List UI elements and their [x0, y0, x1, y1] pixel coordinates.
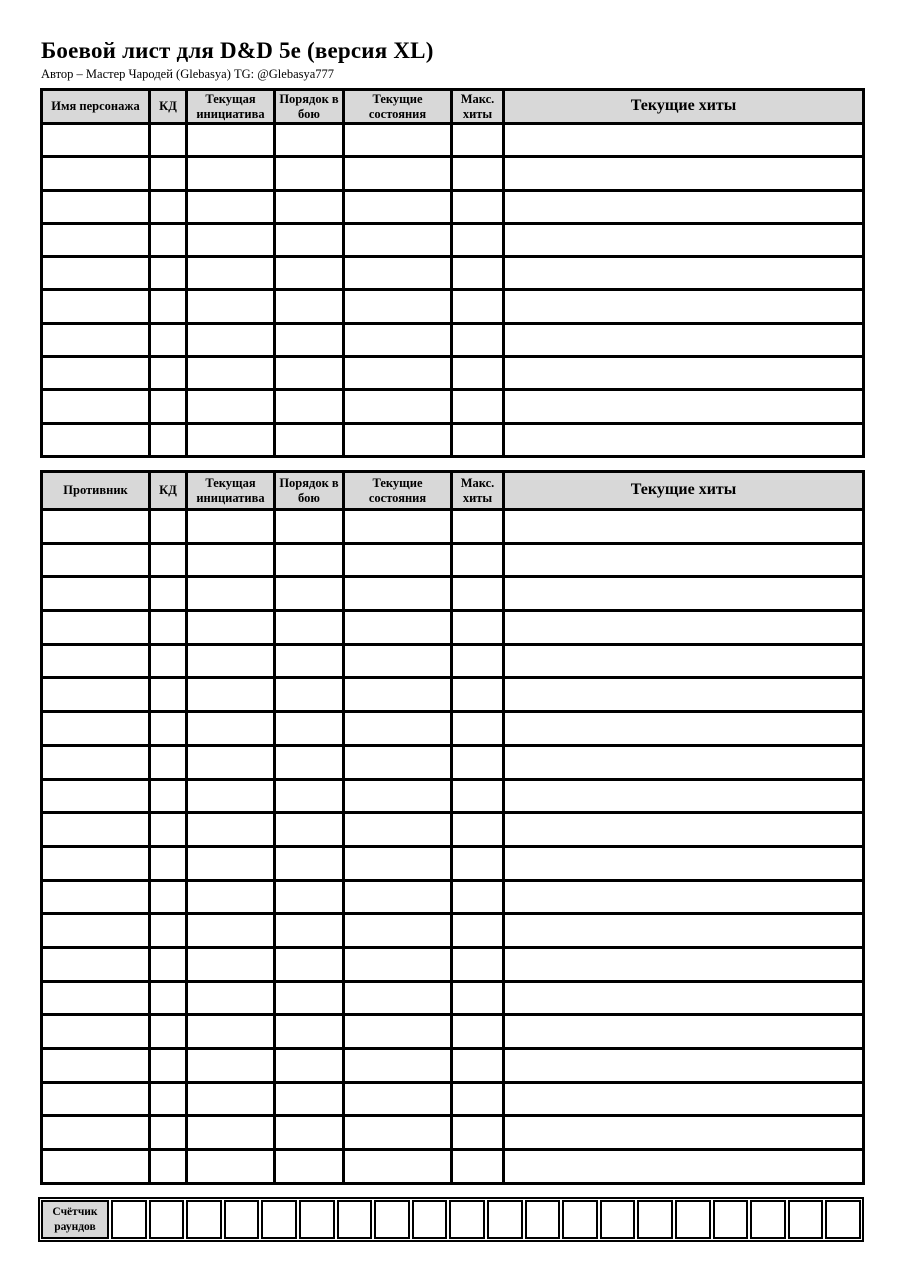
enemy-cell[interactable]: [150, 1049, 187, 1083]
party-cell[interactable]: [504, 290, 864, 323]
enemy-cell[interactable]: [275, 981, 344, 1015]
enemy-cell[interactable]: [504, 712, 864, 746]
party-cell[interactable]: [504, 223, 864, 256]
enemy-cell[interactable]: [452, 1116, 504, 1150]
enemy-cell[interactable]: [42, 947, 150, 981]
enemy-cell[interactable]: [344, 611, 452, 645]
enemy-cell[interactable]: [150, 510, 187, 544]
round-counter-cell[interactable]: [525, 1200, 561, 1239]
party-cell[interactable]: [504, 157, 864, 190]
party-row: [42, 157, 864, 190]
enemy-row: [42, 846, 864, 880]
party-row: [42, 423, 864, 456]
enemy-cell[interactable]: [344, 712, 452, 746]
party-cell[interactable]: [452, 190, 504, 223]
party-cell[interactable]: [344, 190, 452, 223]
enemy-row: [42, 779, 864, 813]
party-cell[interactable]: [275, 390, 344, 423]
party-cell[interactable]: [187, 357, 275, 390]
party-cell[interactable]: [452, 223, 504, 256]
enemy-cell[interactable]: [150, 745, 187, 779]
enemy-cell[interactable]: [187, 678, 275, 712]
enemy-cell[interactable]: [504, 611, 864, 645]
enemy-header-conditions: Текущие состояния: [344, 472, 452, 510]
enemy-cell[interactable]: [150, 846, 187, 880]
round-counter-cell[interactable]: [412, 1200, 448, 1239]
party-table-body: [42, 124, 864, 457]
party-cell[interactable]: [452, 390, 504, 423]
round-counter-label: Счётчик раундов: [41, 1200, 109, 1239]
party-cell[interactable]: [42, 190, 150, 223]
enemy-cell[interactable]: [150, 644, 187, 678]
enemy-header-current-hp: Текущие хиты: [504, 472, 864, 510]
enemy-cell[interactable]: [275, 947, 344, 981]
round-counter-cell[interactable]: [337, 1200, 373, 1239]
party-cell[interactable]: [42, 124, 150, 157]
party-cell[interactable]: [452, 290, 504, 323]
enemy-cell[interactable]: [275, 745, 344, 779]
enemy-cell[interactable]: [275, 1150, 344, 1184]
party-cell[interactable]: [275, 423, 344, 456]
party-cell[interactable]: [150, 290, 187, 323]
enemy-cell[interactable]: [504, 1049, 864, 1083]
enemy-row: [42, 543, 864, 577]
party-cell[interactable]: [452, 124, 504, 157]
party-row: [42, 257, 864, 290]
party-cell[interactable]: [187, 157, 275, 190]
enemy-cell[interactable]: [42, 846, 150, 880]
enemy-cell[interactable]: [275, 880, 344, 914]
enemy-row: [42, 914, 864, 948]
party-header-name: Имя персонажа: [42, 90, 150, 124]
party-cell[interactable]: [187, 257, 275, 290]
enemy-cell[interactable]: [344, 510, 452, 544]
round-counter-cell[interactable]: [788, 1200, 824, 1239]
enemy-cell[interactable]: [275, 779, 344, 813]
party-cell[interactable]: [504, 357, 864, 390]
round-counter-cell[interactable]: [224, 1200, 260, 1239]
enemy-cell[interactable]: [275, 1049, 344, 1083]
enemy-row: [42, 1150, 864, 1184]
enemy-cell[interactable]: [187, 644, 275, 678]
enemy-cell[interactable]: [187, 712, 275, 746]
enemy-row: [42, 880, 864, 914]
enemy-row: [42, 947, 864, 981]
party-cell[interactable]: [344, 390, 452, 423]
party-cell[interactable]: [344, 157, 452, 190]
party-cell[interactable]: [42, 157, 150, 190]
party-cell[interactable]: [275, 323, 344, 356]
party-cell[interactable]: [344, 323, 452, 356]
enemy-row: [42, 712, 864, 746]
enemy-cell[interactable]: [150, 1116, 187, 1150]
party-cell[interactable]: [150, 390, 187, 423]
party-cell[interactable]: [504, 423, 864, 456]
party-cell[interactable]: [504, 257, 864, 290]
party-cell[interactable]: [150, 423, 187, 456]
party-cell[interactable]: [344, 357, 452, 390]
party-cell[interactable]: [452, 157, 504, 190]
enemy-cell[interactable]: [150, 712, 187, 746]
enemy-cell[interactable]: [275, 1082, 344, 1116]
party-row: [42, 357, 864, 390]
party-header-max-hp: Макс. хиты: [452, 90, 504, 124]
round-counter-cell[interactable]: [186, 1200, 222, 1239]
enemy-header-max-hp: Макс. хиты: [452, 472, 504, 510]
enemy-table-body: [42, 510, 864, 1184]
round-counter-cell[interactable]: [750, 1200, 786, 1239]
enemy-cell[interactable]: [504, 1116, 864, 1150]
party-cell[interactable]: [275, 290, 344, 323]
enemy-cell[interactable]: [42, 1015, 150, 1049]
page-title: Боевой лист для D&D 5e (версия XL): [41, 38, 434, 63]
enemy-cell[interactable]: [452, 1082, 504, 1116]
enemy-header-order: Порядок в бою: [275, 472, 344, 510]
enemy-cell[interactable]: [344, 1150, 452, 1184]
enemy-cell[interactable]: [275, 1015, 344, 1049]
enemy-cell[interactable]: [344, 1116, 452, 1150]
enemy-cell[interactable]: [344, 745, 452, 779]
enemy-cell[interactable]: [187, 745, 275, 779]
enemy-cell[interactable]: [187, 1150, 275, 1184]
enemy-cell[interactable]: [344, 644, 452, 678]
enemy-row: [42, 510, 864, 544]
enemy-cell[interactable]: [504, 914, 864, 948]
round-counter-cell[interactable]: [487, 1200, 523, 1239]
enemy-cell[interactable]: [275, 644, 344, 678]
enemy-cell[interactable]: [150, 947, 187, 981]
enemy-cell[interactable]: [452, 543, 504, 577]
party-cell[interactable]: [504, 124, 864, 157]
enemy-cell[interactable]: [150, 914, 187, 948]
party-cell[interactable]: [275, 257, 344, 290]
round-counter-cell[interactable]: [562, 1200, 598, 1239]
party-cell[interactable]: [150, 257, 187, 290]
enemy-cell[interactable]: [187, 1082, 275, 1116]
enemy-row: [42, 813, 864, 847]
enemy-cell[interactable]: [452, 577, 504, 611]
round-counter-cell[interactable]: [600, 1200, 636, 1239]
party-row: [42, 323, 864, 356]
enemy-cell[interactable]: [150, 1082, 187, 1116]
enemy-cell[interactable]: [187, 510, 275, 544]
enemy-header-name: Противник: [42, 472, 150, 510]
party-header-initiative: Текущая инициатива: [187, 90, 275, 124]
enemy-cell[interactable]: [42, 1116, 150, 1150]
enemy-cell[interactable]: [42, 1082, 150, 1116]
party-cell[interactable]: [275, 190, 344, 223]
party-table-header-row: [42, 90, 864, 124]
party-cell[interactable]: [150, 190, 187, 223]
enemy-row: [42, 1049, 864, 1083]
party-cell[interactable]: [275, 223, 344, 256]
party-cell[interactable]: [187, 290, 275, 323]
party-cell[interactable]: [344, 223, 452, 256]
enemy-cell[interactable]: [452, 712, 504, 746]
party-cell[interactable]: [504, 190, 864, 223]
party-header-conditions: Текущие состояния: [344, 90, 452, 124]
enemy-cell[interactable]: [275, 914, 344, 948]
enemy-row: [42, 678, 864, 712]
enemy-cell[interactable]: [187, 1015, 275, 1049]
round-counter-cell[interactable]: [261, 1200, 297, 1239]
enemy-row: [42, 745, 864, 779]
enemy-cell[interactable]: [452, 981, 504, 1015]
round-counter-cell[interactable]: [149, 1200, 185, 1239]
enemy-row: [42, 644, 864, 678]
party-cell[interactable]: [42, 357, 150, 390]
round-counter-cell[interactable]: [449, 1200, 485, 1239]
party-cell[interactable]: [452, 257, 504, 290]
enemy-cell[interactable]: [42, 745, 150, 779]
party-cell[interactable]: [150, 124, 187, 157]
enemy-cell[interactable]: [42, 510, 150, 544]
enemy-cell[interactable]: [504, 813, 864, 847]
party-cell[interactable]: [187, 190, 275, 223]
party-cell[interactable]: [452, 357, 504, 390]
enemy-cell[interactable]: [504, 745, 864, 779]
enemy-cell[interactable]: [504, 981, 864, 1015]
enemy-cell[interactable]: [452, 1015, 504, 1049]
enemy-cell[interactable]: [275, 1116, 344, 1150]
enemy-cell[interactable]: [275, 813, 344, 847]
enemy-cell[interactable]: [452, 1049, 504, 1083]
enemy-cell[interactable]: [504, 880, 864, 914]
enemy-row: [42, 577, 864, 611]
enemy-cell[interactable]: [452, 914, 504, 948]
enemy-cell[interactable]: [344, 1049, 452, 1083]
party-cell[interactable]: [275, 124, 344, 157]
enemy-cell[interactable]: [42, 880, 150, 914]
party-row: [42, 223, 864, 256]
enemy-cell[interactable]: [344, 577, 452, 611]
party-cell[interactable]: [150, 157, 187, 190]
enemy-cell[interactable]: [42, 1150, 150, 1184]
enemy-row: [42, 1082, 864, 1116]
round-counter-cell[interactable]: [299, 1200, 335, 1239]
enemy-table: [40, 470, 865, 1185]
round-counter-cell[interactable]: [374, 1200, 410, 1239]
enemy-cell[interactable]: [42, 577, 150, 611]
party-cell[interactable]: [187, 323, 275, 356]
author-credit-line: Автор – Мастер Чародей (Glebasya) TG: @Glebasya777: [41, 67, 335, 81]
enemy-cell[interactable]: [452, 1150, 504, 1184]
enemy-cell[interactable]: [504, 1015, 864, 1049]
enemy-cell[interactable]: [504, 543, 864, 577]
enemy-cell[interactable]: [452, 678, 504, 712]
enemy-cell[interactable]: [275, 678, 344, 712]
enemy-header-ac: КД: [150, 472, 187, 510]
enemy-cell[interactable]: [452, 846, 504, 880]
party-cell[interactable]: [187, 423, 275, 456]
party-row: [42, 390, 864, 423]
enemy-cell[interactable]: [42, 813, 150, 847]
enemy-cell[interactable]: [42, 543, 150, 577]
party-cell[interactable]: [275, 357, 344, 390]
party-header-order: Порядок в бою: [275, 90, 344, 124]
enemy-cell[interactable]: [42, 644, 150, 678]
enemy-cell[interactable]: [275, 611, 344, 645]
enemy-cell[interactable]: [187, 947, 275, 981]
party-cell[interactable]: [42, 390, 150, 423]
enemy-row: [42, 1015, 864, 1049]
party-cell[interactable]: [42, 223, 150, 256]
enemy-cell[interactable]: [150, 543, 187, 577]
round-counter-cell[interactable]: [111, 1200, 147, 1239]
enemy-cell[interactable]: [275, 846, 344, 880]
enemy-cell[interactable]: [344, 914, 452, 948]
enemy-cell[interactable]: [275, 577, 344, 611]
enemy-cell[interactable]: [344, 981, 452, 1015]
round-counter-cell[interactable]: [675, 1200, 711, 1239]
party-cell[interactable]: [452, 323, 504, 356]
party-cell[interactable]: [150, 223, 187, 256]
enemy-cell[interactable]: [187, 611, 275, 645]
enemy-cell[interactable]: [504, 577, 864, 611]
enemy-cell[interactable]: [150, 813, 187, 847]
enemy-cell[interactable]: [150, 577, 187, 611]
enemy-cell[interactable]: [344, 813, 452, 847]
round-counter-cell[interactable]: [825, 1200, 861, 1239]
enemy-cell[interactable]: [42, 611, 150, 645]
party-cell[interactable]: [504, 323, 864, 356]
enemy-cell[interactable]: [452, 510, 504, 544]
enemy-cell[interactable]: [504, 510, 864, 544]
enemy-cell[interactable]: [504, 846, 864, 880]
party-cell[interactable]: [452, 423, 504, 456]
party-cell[interactable]: [150, 323, 187, 356]
enemy-cell[interactable]: [344, 1015, 452, 1049]
party-cell[interactable]: [42, 257, 150, 290]
enemy-cell[interactable]: [452, 813, 504, 847]
enemy-cell[interactable]: [187, 577, 275, 611]
enemy-cell[interactable]: [187, 880, 275, 914]
party-cell[interactable]: [42, 323, 150, 356]
round-counter: [38, 1197, 864, 1242]
party-header-ac: КД: [150, 90, 187, 124]
enemy-cell[interactable]: [187, 981, 275, 1015]
enemy-cell[interactable]: [187, 779, 275, 813]
party-cell[interactable]: [187, 124, 275, 157]
party-cell[interactable]: [42, 290, 150, 323]
enemy-cell[interactable]: [452, 644, 504, 678]
enemy-cell[interactable]: [150, 880, 187, 914]
enemy-cell[interactable]: [504, 644, 864, 678]
enemy-cell[interactable]: [42, 678, 150, 712]
enemy-cell[interactable]: [504, 678, 864, 712]
enemy-cell[interactable]: [504, 779, 864, 813]
enemy-cell[interactable]: [344, 880, 452, 914]
enemy-cell[interactable]: [187, 846, 275, 880]
enemy-cell[interactable]: [150, 779, 187, 813]
party-cell[interactable]: [344, 257, 452, 290]
enemy-table-header-row: [42, 472, 864, 510]
enemy-cell[interactable]: [275, 510, 344, 544]
enemy-cell[interactable]: [42, 712, 150, 746]
enemy-cell[interactable]: [344, 846, 452, 880]
enemy-cell[interactable]: [452, 745, 504, 779]
party-cell[interactable]: [150, 357, 187, 390]
enemy-cell[interactable]: [344, 543, 452, 577]
enemy-header-initiative: Текущая инициатива: [187, 472, 275, 510]
enemy-cell[interactable]: [452, 779, 504, 813]
party-row: [42, 290, 864, 323]
enemy-cell[interactable]: [275, 712, 344, 746]
enemy-cell[interactable]: [150, 1150, 187, 1184]
enemy-cell[interactable]: [42, 1049, 150, 1083]
enemy-cell[interactable]: [187, 1049, 275, 1083]
party-cell[interactable]: [42, 423, 150, 456]
round-counter-cell[interactable]: [637, 1200, 673, 1239]
enemy-cell[interactable]: [187, 1116, 275, 1150]
enemy-cell[interactable]: [452, 611, 504, 645]
enemy-cell[interactable]: [504, 947, 864, 981]
enemy-cell[interactable]: [150, 981, 187, 1015]
party-row: [42, 124, 864, 157]
enemy-cell[interactable]: [452, 947, 504, 981]
enemy-cell[interactable]: [344, 678, 452, 712]
party-header-current-hp: Текущие хиты: [504, 90, 864, 124]
enemy-cell[interactable]: [150, 1015, 187, 1049]
party-cell[interactable]: [344, 423, 452, 456]
enemy-cell[interactable]: [504, 1082, 864, 1116]
enemy-cell[interactable]: [187, 813, 275, 847]
enemy-row: [42, 1116, 864, 1150]
enemy-cell[interactable]: [150, 611, 187, 645]
enemy-cell[interactable]: [42, 779, 150, 813]
party-cell[interactable]: [187, 390, 275, 423]
enemy-cell[interactable]: [504, 1150, 864, 1184]
enemy-cell[interactable]: [42, 914, 150, 948]
party-cell[interactable]: [187, 223, 275, 256]
enemy-cell[interactable]: [452, 880, 504, 914]
party-cell[interactable]: [344, 124, 452, 157]
party-row: [42, 190, 864, 223]
party-cell[interactable]: [344, 290, 452, 323]
enemy-cell[interactable]: [150, 678, 187, 712]
party-table: [40, 88, 865, 458]
enemy-cell[interactable]: [275, 543, 344, 577]
enemy-row: [42, 981, 864, 1015]
party-cell[interactable]: [275, 157, 344, 190]
enemy-cell[interactable]: [187, 543, 275, 577]
enemy-cell[interactable]: [344, 779, 452, 813]
enemy-cell[interactable]: [42, 981, 150, 1015]
enemy-cell[interactable]: [344, 1082, 452, 1116]
enemy-cell[interactable]: [344, 947, 452, 981]
party-cell[interactable]: [504, 390, 864, 423]
enemy-cell[interactable]: [187, 914, 275, 948]
round-counter-cell[interactable]: [713, 1200, 749, 1239]
enemy-row: [42, 611, 864, 645]
